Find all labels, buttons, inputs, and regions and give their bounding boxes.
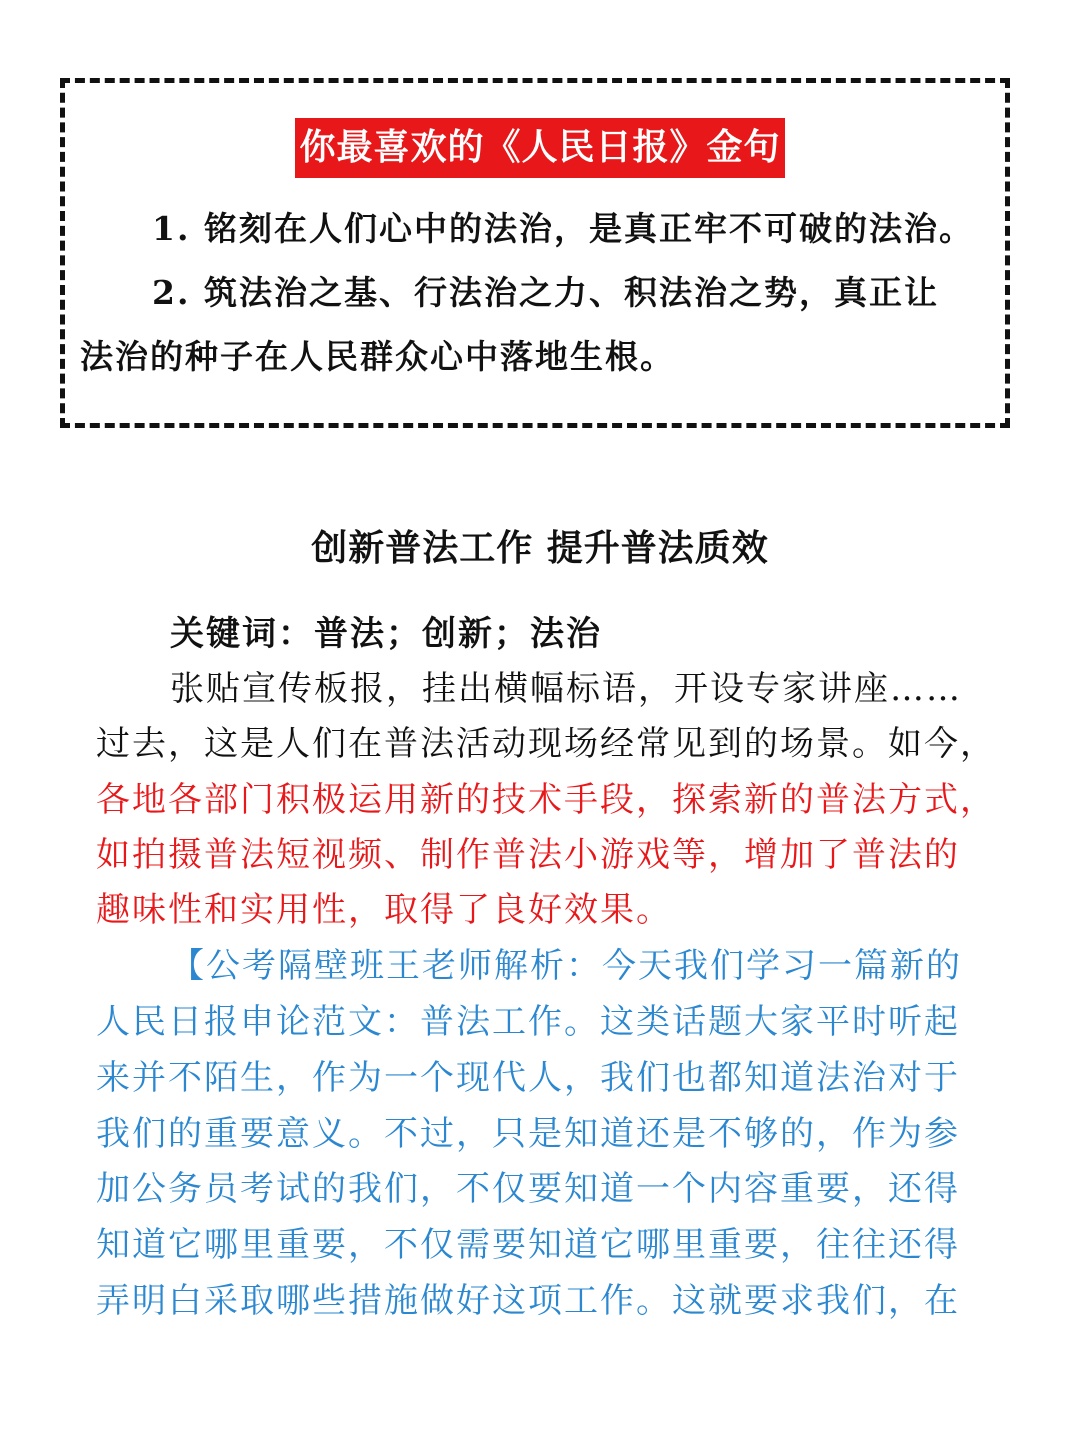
quote-line-2: 2. 筑法治之基、行法治之力、积法治之势，真正让 [152,273,939,312]
analysis-line-2: 人民日报申论范文：普法工作。这类话题大家平时听起 [96,1002,960,1042]
analysis-line-6: 知道它哪里重要，不仅需要知道它哪里重要，往往还得 [96,1225,960,1265]
highlight-line-3: 趣味性和实用性，取得了良好效果。 [96,890,672,930]
analysis-line-1: 【公考隔壁班王老师解析：今天我们学习一篇新的 [170,946,962,986]
quote-line-1: 1. 铭刻在人们心中的法治，是真正牢不可破的法治。 [152,209,974,248]
keywords-line: 关键词：普法；创新；法治 [170,614,602,654]
highlight-line-2: 如拍摄普法短视频、制作普法小游戏等，增加了普法的 [96,835,960,875]
analysis-line-3: 来并不陌生，作为一个现代人，我们也都知道法治对于 [96,1058,960,1098]
intro-line-1: 张贴宣传板报，挂出横幅标语，开设专家讲座…… [170,669,962,709]
article-title: 创新普法工作 提升普法质效 [311,527,769,569]
analysis-line-4: 我们的重要意义。不过，只是知道还是不够的，作为参 [96,1114,960,1154]
quote-title: 你最喜欢的《人民日报》金句 [295,118,784,178]
analysis-line-5: 加公务员考试的我们，不仅要知道一个内容重要，还得 [96,1169,960,1209]
analysis-line-7: 弄明白采取哪些措施做好这项工作。这就要求我们，在 [96,1281,960,1321]
intro-line-2: 过去，这是人们在普法活动现场经常见到的场景。如今， [96,724,996,764]
highlight-line-1: 各地各部门积极运用新的技术手段，探索新的普法方式， [96,780,996,820]
quote-line-3: 法治的种子在人民群众心中落地生根。 [80,337,675,376]
quote-title-wrap [0,118,1080,178]
